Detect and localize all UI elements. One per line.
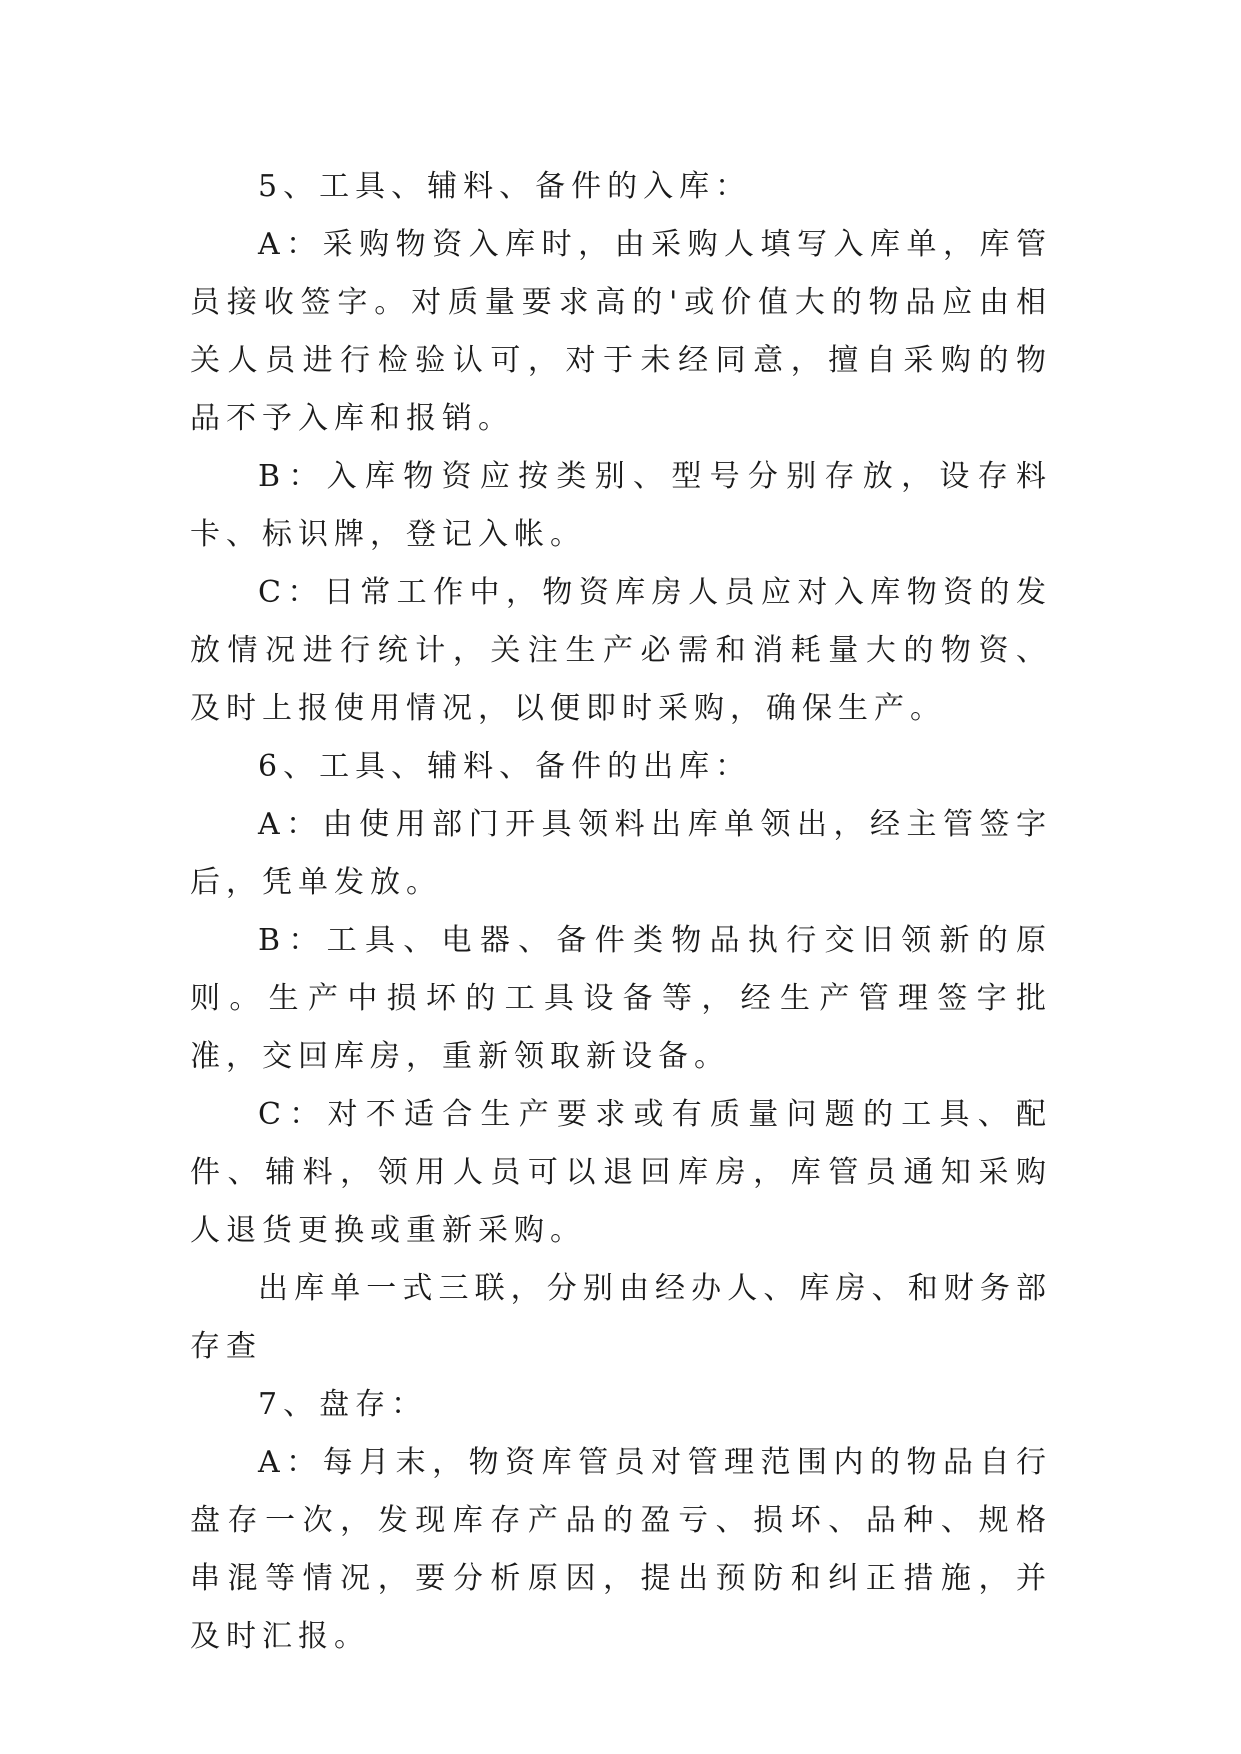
paragraph-5b: B：入库物资应按类别、型号分别存放，设存料卡、标识牌，登记入帐。 [190,459,1052,552]
section-5-heading: 5、工具、辅料、备件的入库： [258,169,752,204]
paragraph-7a: A：每月末，物资库管员对管理范围内的物品自行盘存一次，发现库存产品的盈亏、损坏、品种、规格串混等情况，要分析原因，提出预防和纠正措施，并及时汇报。 [190,1445,1052,1654]
paragraph-5a: A：采购物资入库时，由采购人填写入库单，库管员接收签字。对质量要求高的'或价值大的物品应由相关人员进行检验认可，对于未经同意，擅自采购的物品不予入库和报销。 [190,227,1052,436]
paragraph-5c: C：日常工作中，物资库房人员应对入库物资的发放情况进行统计，关注生产必需和消耗量大的物资、及时上报使用情况，以便即时采购，确保生产。 [190,575,1052,726]
paragraph-6-note: 出库单一式三联，分别由经办人、库房、和财务部存查 [190,1271,1052,1364]
document-body [190,158,1052,1666]
section-6-heading: 6、工具、辅料、备件的出库： [258,749,752,784]
paragraph-6b: B：工具、电器、备件类物品执行交旧领新的原则。生产中损坏的工具设备等，经生产管理签字批准，交回库房，重新领取新设备。 [190,923,1052,1074]
section-7-heading: 7、盘存： [258,1387,428,1422]
paragraph-6c: C：对不适合生产要求或有质量问题的工具、配件、辅料，领用人员可以退回库房，库管员通知采购人退货更换或重新采购。 [190,1097,1052,1248]
paragraph-6a: A：由使用部门开具领料出库单领出，经主管签字后，凭单发放。 [190,807,1052,900]
